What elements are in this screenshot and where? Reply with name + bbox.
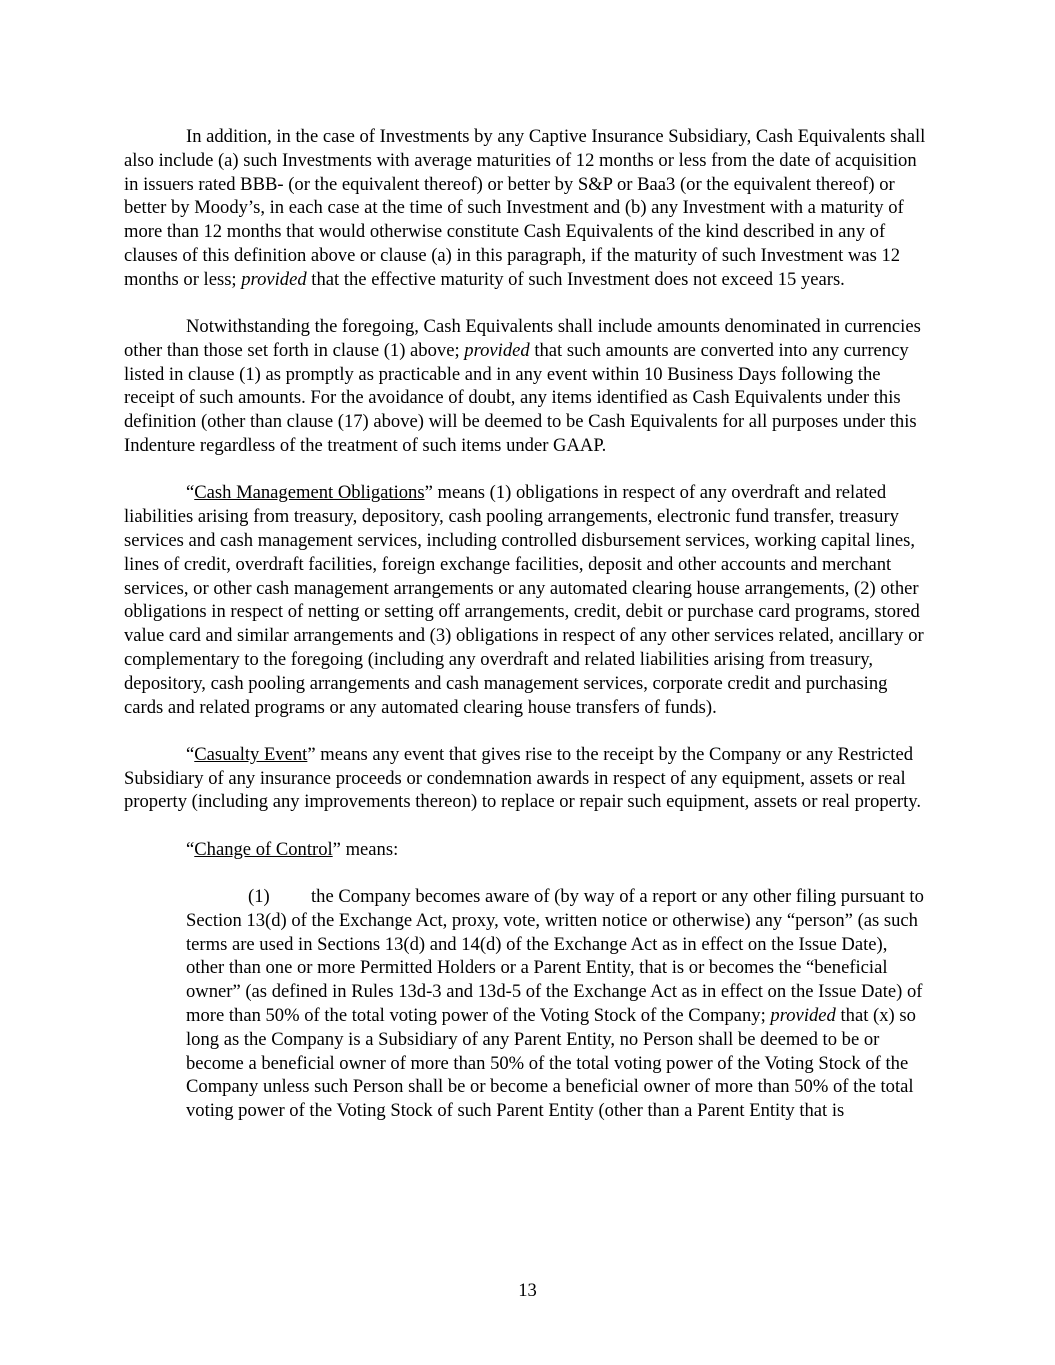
paragraph-text-tail: that the effective maturity of such Investment does not exceed 15 years. bbox=[306, 268, 845, 290]
paragraph-notwithstanding bbox=[124, 315, 930, 458]
clause-text: the Company becomes aware of (by way of a report or any other filing pursuant to Section 13(d) of the Exchange Act, proxy, vote, written notice or otherwise) any “person” (as such terms are used in Sections 13(d) and 14(d) of the Exchange Act as in effect on the Issue Date), other than one or more Permitted Holders or a Parent Entity, that is or becomes the “beneficial owner” (as defined in Rules 13d-3 and 13d-5 of the Exchange Act as in effect on the Issue Date) of more than 50% of the total voting power of the Voting Stock of the Company; bbox=[186, 886, 924, 1026]
paragraph-text: In addition, in the case of Investments by any Captive Insurance Subsidiary, Cash Equivalents shall also include (a) such Investments with average maturities of 12 months or less from the date of acquisition in issuers rated BBB- (or the equivalent thereof) or better by S&P or Baa3 (or the equivalent thereof) or better by Moody’s, in each case at the time of such Investment and (b) any Investment with a maturity of more than 12 months that would otherwise constitute Cash Equivalents of the kind described in any of clauses of this definition above or clause (a) in this paragraph, if the maturity of such Investment was 12 months or less; bbox=[124, 126, 926, 290]
clause-1 bbox=[186, 885, 930, 1123]
definition-change-of-control bbox=[124, 838, 930, 862]
clause-number: (1) bbox=[248, 886, 270, 908]
paragraph-text-tail: that such amounts are converted into any currency listed in clause (1) as promptly as practicable and in any event within 10 Business Days following the receipt of such amounts. For the avoidance of doubt, any items identified as Cash Equivalents under this definition (other than clause (17) above) will be deemed to be Cash Equivalents for all purposes under this Indenture regardless of the treatment of such items under GAAP. bbox=[124, 339, 917, 457]
document-body bbox=[124, 125, 930, 1123]
emphasis-provided: provided bbox=[241, 268, 307, 290]
definition-text: ” means: bbox=[332, 838, 399, 860]
paragraph-captive-insurance bbox=[124, 125, 930, 292]
emphasis-provided: provided bbox=[464, 339, 530, 361]
definition-text: ” means (1) obligations in respect of any overdraft and related liabilities arising from treasury, depository, cash pooling arrangements, electronic fund transfer, treasury services and cash management services, including controlled disbursement services, working capital lines, lines of credit, overdraft facilities, foreign exchange facilities, deposit and other accounts and merchant services, or other cash management arrangements or any automated clearing house arrangements, (2) other obligations in respect of netting or setting off arrangements, credit, debit or purchase card programs, stored value card and similar arrangements and (3) obligations in respect of any other services related, ancillary or complementary to the foregoing (including any overdraft and related liabilities arising from treasury, depository, cash pooling arrangements and cash management services, corporate credit and purchasing cards and related programs or any automated clearing house transfers of funds). bbox=[124, 482, 924, 718]
open-quote: “ bbox=[186, 482, 195, 504]
emphasis-provided: provided bbox=[770, 1005, 836, 1026]
open-quote: “ bbox=[186, 838, 195, 860]
definition-text: ” means any event that gives rise to the receipt by the Company or any Restricted Subsidiary of any insurance proceeds or condemnation awards in respect of any equipment, assets or real property (including any improvements thereon) to replace or repair such equipment, assets or real property. bbox=[124, 743, 922, 813]
open-quote: “ bbox=[186, 743, 195, 765]
defined-term: Cash Management Obligations bbox=[194, 482, 425, 504]
clause-text-tail: that (x) so long as the Company is a Subsidiary of any Parent Entity, no Person shall be deemed to be or become a beneficial owner of more than 50% of the total voting power of the Voting Stock of the Company unless such Person shall be or become a beneficial owner of more than 50% of the total voting power of the Voting Stock of such Parent Entity (other than a Parent Entity that is bbox=[186, 1005, 916, 1122]
paragraph-text: Notwithstanding the foregoing, Cash Equivalents shall include amounts denominated in currencies other than those set forth in clause (1) above; bbox=[124, 316, 921, 361]
page-number: 13 bbox=[518, 1280, 537, 1301]
definition-cash-management-obligations bbox=[124, 481, 930, 719]
definition-casualty-event bbox=[124, 743, 930, 814]
defined-term: Change of Control bbox=[194, 838, 333, 860]
defined-term: Casualty Event bbox=[194, 743, 308, 765]
